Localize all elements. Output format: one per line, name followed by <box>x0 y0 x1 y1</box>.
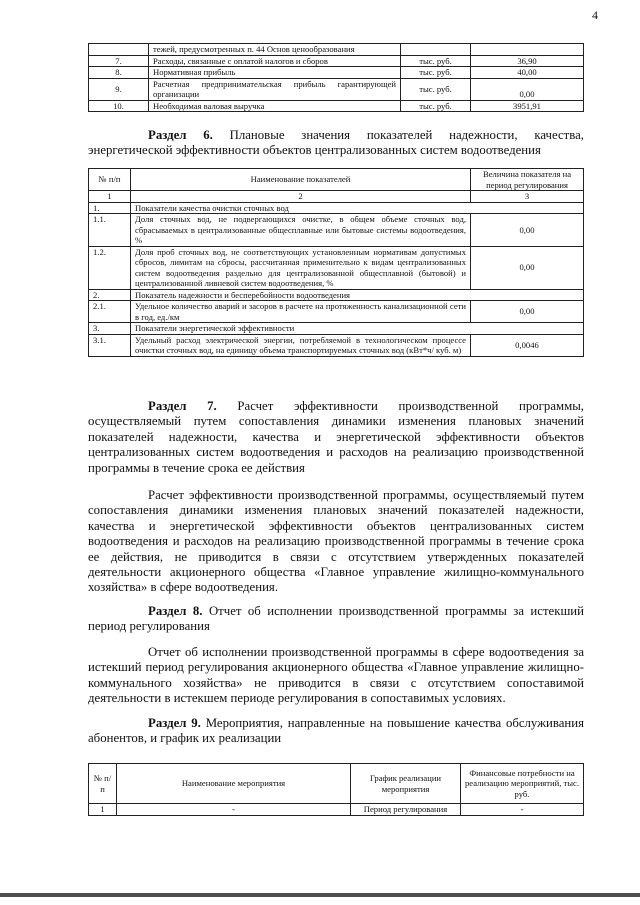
cell-name: Удельный расход электрической энергии, потребляемой в технологическом процессе очистки сточных вод, на единицу объема транспортируемых сточных вод (кВт*ч/ куб. м) <box>131 334 471 356</box>
table-header-row <box>89 169 584 191</box>
header-name: Наименование показателей <box>131 169 471 191</box>
cell-name: Нормативная прибыль <box>149 67 401 79</box>
table-row <box>89 67 584 79</box>
section-label: Раздел 9. <box>148 716 201 730</box>
cell-num: 3.1. <box>89 334 131 356</box>
cell-unit: тыс. руб. <box>401 78 471 100</box>
cell-value: 0,00 <box>471 214 584 247</box>
cell-value: 3951,91 <box>471 100 584 112</box>
table-row <box>89 78 584 100</box>
cell-value <box>471 44 584 56</box>
cell-name: Показатель надежности и бесперебойности водоотведения <box>131 289 584 301</box>
cell-name: - <box>117 804 351 816</box>
table-row <box>89 55 584 67</box>
header-finance: Финансовые потребности на реализацию мероприятий, тыс. руб. <box>461 764 584 804</box>
measures-table <box>88 763 584 816</box>
column-number-row <box>89 191 584 203</box>
section-title: Расчет эффективности производственной программы, осуществляемый путем сопоставления динамики изменения плановых значений показателей надежности, качества и энергетической эффективности объектов централизованных систем водоотведения и расходов на реализацию производственной программы в течение срока ее действия <box>88 399 584 475</box>
page-number: 4 <box>592 8 598 22</box>
section-9-heading <box>88 716 584 747</box>
cell-name: Удельное количество аварий и засоров в расчете на протяженность канализационной сети в год, ед./км <box>131 301 471 323</box>
cell-value: 0,00 <box>471 78 584 100</box>
cell-num: 1. <box>89 202 131 214</box>
cell-value: 36,90 <box>471 55 584 67</box>
group-row <box>89 202 584 214</box>
cell-value: 0,00 <box>471 301 584 323</box>
header-name: Наименование мероприятия <box>117 764 351 804</box>
cell-name: тежей, предусмотренных п. 44 Основ ценообразования <box>149 44 401 56</box>
cell-schedule: Период регулирования <box>351 804 461 816</box>
cell-unit <box>401 44 471 56</box>
section-7-body: Расчет эффективности производственной программы, осуществляемый путем сопоставления динамики изменения плановых значений показателей надежности, качества и энергетической эффективности объектов централизованных систем водоотведения и расходов на реализацию производственной программы в течение срока ее действия, не приводится в связи с отсутствием утвержденных показателей деятельности акционерного общества «Главное управление жилищно-коммунального хозяйства» в сфере водоотведения. <box>88 488 584 595</box>
cell-num: 8. <box>89 67 149 79</box>
section-8-heading <box>88 604 584 635</box>
cell-unit: тыс. руб. <box>401 55 471 67</box>
cell-num: 10. <box>89 100 149 112</box>
cell-value: 0,0046 <box>471 334 584 356</box>
section-6-heading <box>88 128 584 159</box>
cell-name: Показатели качества очистки сточных вод <box>131 202 584 214</box>
cell-unit: тыс. руб. <box>401 100 471 112</box>
cell-finance: - <box>461 804 584 816</box>
col-number: 1 <box>89 191 131 203</box>
table-row <box>89 246 584 289</box>
indicators-table <box>88 168 584 357</box>
cell-num: 1.2. <box>89 246 131 289</box>
section-label: Раздел 6. <box>148 128 213 142</box>
table-row <box>89 214 584 247</box>
cell-value: 0,00 <box>471 246 584 289</box>
cell-num: 1.1. <box>89 214 131 247</box>
cell-name: Доля сточных вод, не подвергающихся очистке, в общем объеме сточных вод, сбрасываемых в централизованные общесплавные или бытовые системы водоотведения, % <box>131 214 471 247</box>
cell-num: 9. <box>89 78 149 100</box>
cell-num: 1 <box>89 804 117 816</box>
cell-value: 40,00 <box>471 67 584 79</box>
cell-num <box>89 44 149 56</box>
section-8-body: Отчет об исполнении производственной программы в сфере водоотведения за истекший период регулирования акционерного общества «Главное управление жилищно-коммунального хозяйства» не приводится в связи с отсутствием сопоставимой деятельности в истекшем периоде регулирования в сопоставимых условиях. <box>88 645 584 706</box>
cell-name: Необходимая валовая выручка <box>149 100 401 112</box>
table-row <box>89 301 584 323</box>
table-row <box>89 334 584 356</box>
cell-name: Расходы, связанные с оплатой налогов и сборов <box>149 55 401 67</box>
section-label: Раздел 8. <box>148 604 203 618</box>
cell-num: 3. <box>89 323 131 335</box>
cell-num: 7. <box>89 55 149 67</box>
group-row <box>89 289 584 301</box>
cell-name: Расчетная предпринимательская прибыль гарантирующей организации <box>149 78 401 100</box>
section-title: Плановые значения показателей надежности, качества, энергетической эффективности объектов централизованных систем водоотведения <box>88 128 585 158</box>
budget-table <box>88 43 584 112</box>
col-number: 3 <box>471 191 584 203</box>
table-row <box>89 804 584 816</box>
section-7-heading <box>88 399 584 476</box>
cell-num: 2. <box>89 289 131 301</box>
header-num: № п/п <box>89 764 117 804</box>
col-number: 2 <box>131 191 471 203</box>
table-row <box>89 44 584 56</box>
scan-edge <box>0 893 640 897</box>
table-row <box>89 100 584 112</box>
section-title: Отчет об исполнении производственной программы за истекший период регулирования <box>88 604 584 634</box>
cell-name: Показатели энергетической эффективности <box>131 323 584 335</box>
cell-name: Доля проб сточных вод, не соответствующих установленным нормативам допустимых сбросов, лимитам на сбросы, рассчитанная применительно к видам централизованных систем водоотведения раздельно для централизованной общесплавной (бытовой) и централизованной ливневой систем водоотведения, % <box>131 246 471 289</box>
cell-num: 2.1. <box>89 301 131 323</box>
group-row <box>89 323 584 335</box>
section-label: Раздел 7. <box>148 399 217 413</box>
section-title: Мероприятия, направленные на повышение качества обслуживания абонентов, и график их реализации <box>88 716 584 746</box>
table-header-row <box>89 764 584 804</box>
header-num: № п/п <box>89 169 131 191</box>
cell-unit: тыс. руб. <box>401 67 471 79</box>
header-schedule: График реализации мероприятия <box>351 764 461 804</box>
header-value: Величина показателя на период регулирования <box>471 169 584 191</box>
